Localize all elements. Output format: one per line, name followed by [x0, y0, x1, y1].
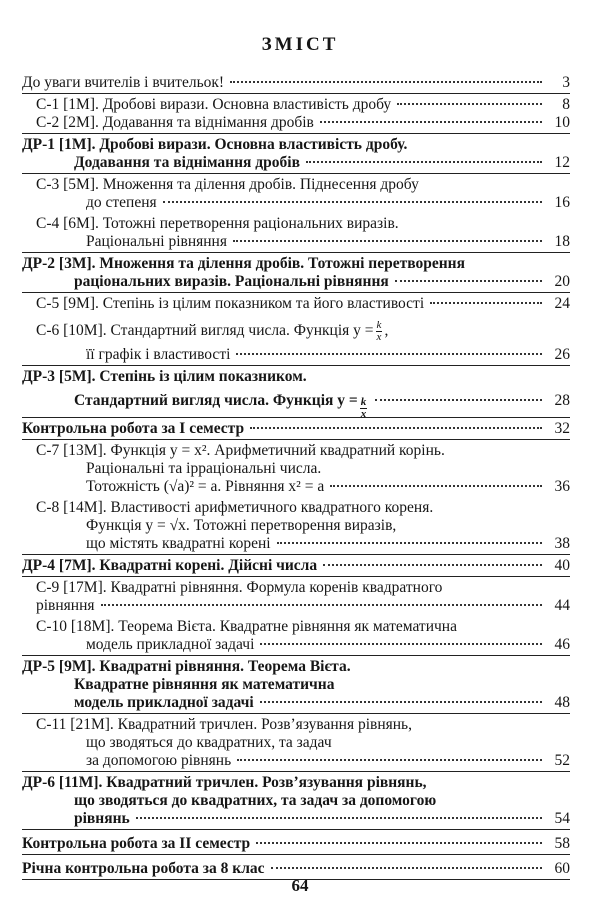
toc-page-number: 58: [554, 835, 570, 852]
toc-entry-text: рівнянь: [74, 810, 130, 827]
divider: [22, 173, 570, 174]
page-title: ЗМІСТ: [261, 34, 339, 55]
toc-entry-text: Раціональні рівняння: [86, 233, 227, 250]
divider: [22, 771, 570, 772]
toc-entry-text: Квадратне рівняння як математична: [74, 676, 335, 693]
toc-entry[interactable]: [22, 255, 570, 291]
toc-page-number: 48: [554, 694, 570, 711]
toc-entry-text: що зводяться до квадратних, та задач за допомогою: [74, 792, 437, 809]
page-number-footer: 64: [291, 876, 309, 895]
dot-leader: [271, 867, 542, 869]
toc-entry-text: ДР-3 [5М]. Степінь із цілим показником.: [22, 368, 307, 385]
dot-leader: [250, 427, 542, 429]
divider: [22, 554, 570, 555]
toc-page-number: 52: [554, 752, 570, 769]
dot-leader: [101, 604, 542, 606]
toc-entry[interactable]: [22, 835, 570, 853]
dot-leader: [323, 564, 542, 566]
divider: [22, 417, 570, 418]
toc-entry-text: модель прикладної задачі: [86, 636, 255, 653]
toc-entry[interactable]: [22, 716, 570, 770]
dot-leader: [163, 201, 542, 203]
toc-entry[interactable]: [22, 176, 570, 212]
toc-entry-text: що містять квадратні корені: [86, 535, 271, 552]
toc-entry[interactable]: [22, 557, 570, 575]
dot-leader: [136, 817, 542, 819]
toc-entry[interactable]: [22, 658, 570, 712]
toc-page-number: 46: [554, 636, 570, 653]
toc-entry-text: ДР-4 [7М]. Квадратні корені. Дійсні числа: [22, 557, 318, 574]
toc-entry[interactable]: [22, 136, 570, 172]
toc-entry-text: С-2 [2М]. Додавання та віднімання дробів: [36, 114, 314, 131]
toc-entry-text: С-9 [17М]. Квадратні рівняння. Формула коренів квадратного: [36, 579, 443, 596]
toc-entry-text: її графік і властивості: [86, 346, 231, 363]
dot-leader: [277, 542, 542, 544]
divider: [22, 854, 570, 855]
toc-page-number: 8: [562, 96, 570, 113]
toc-entry-text: ДР-1 [1М]. Дробові вирази. Основна властивість дробу.: [22, 136, 408, 153]
toc-page-number: 44: [554, 597, 570, 614]
toc-entry[interactable]: [22, 618, 570, 654]
toc-entry[interactable]: [22, 74, 570, 92]
dot-leader: [395, 280, 542, 282]
toc-entry-text: рівняння: [36, 597, 95, 614]
divider: [22, 292, 570, 293]
divider: [22, 439, 570, 440]
dot-leader: [330, 485, 542, 487]
toc-entry-text: до степеня: [86, 194, 157, 211]
toc-entry-text: Стандартний вигляд числа. Функція y =: [74, 392, 358, 409]
toc-entry-text: ДР-2 [3М]. Множення та ділення дробів. Тотожні перетворення: [22, 255, 465, 272]
toc-page-number: 32: [554, 420, 570, 437]
toc-entry[interactable]: [22, 499, 570, 553]
dot-leader: [256, 842, 542, 844]
toc-entry-text: С-7 [13М]. Функція y = x². Арифметичний квадратний корінь.: [36, 442, 445, 459]
toc-entry-text: До уваги вчителів і вчительок!: [22, 74, 225, 91]
toc-entry-text: С-1 [1М]. Дробові вирази. Основна властивість дробу: [36, 96, 392, 113]
toc-page-number: 60: [554, 860, 570, 877]
divider: [22, 576, 570, 577]
toc-entry[interactable]: [22, 774, 570, 828]
divider: [22, 365, 570, 366]
toc-page-number: 18: [554, 233, 570, 250]
toc-entry[interactable]: [22, 215, 570, 251]
toc-entry-text: що зводяться до квадратних, та задач: [86, 734, 332, 751]
toc-page-number: 16: [554, 194, 570, 211]
toc-page-number: 20: [554, 273, 570, 290]
toc-entry-text: за допомогою рівнянь: [86, 752, 232, 769]
toc-entry-text: раціональних виразів. Раціональні рівняння: [74, 273, 389, 290]
toc-entry-text: модель прикладної задачі: [74, 694, 254, 711]
toc-page-number: 40: [554, 557, 570, 574]
dot-leader: [430, 302, 542, 304]
dot-leader: [260, 701, 542, 703]
toc-page-number: 26: [554, 346, 570, 363]
toc-entry-text: Контрольна робота за I семестр: [22, 420, 245, 437]
toc-entry[interactable]: [22, 368, 570, 420]
toc-entry[interactable]: [22, 96, 570, 114]
toc-entry-text: С-5 [9М]. Степінь із цілим показником та його властивості: [36, 295, 425, 312]
dot-leader: [320, 121, 542, 123]
dot-leader: [233, 240, 542, 242]
toc-entry-text: Тотожність (√a)² = a. Рівняння x² = a: [86, 478, 325, 495]
dot-leader: [237, 759, 542, 761]
dot-leader: [397, 103, 542, 105]
toc-entry-text: Додавання та віднімання дробів: [74, 154, 300, 171]
dot-leader: [236, 353, 542, 355]
toc-entry-text: С-11 [21М]. Квадратний тричлен. Розв’язування рівнянь,: [36, 716, 412, 733]
divider: [22, 252, 570, 253]
dot-leader: [306, 161, 542, 163]
toc-page-number: 3: [562, 74, 570, 91]
toc-entry-text: С-10 [18М]. Теорема Вієта. Квадратне рівняння як математична: [36, 618, 457, 635]
toc-entry[interactable]: С-6 [10М]. Стандартний вигляд числа. Функція y = $\frac{k}{x}$ , її графік і властивості 26: [36, 318, 570, 363]
toc-entry-text: Раціональні та ірраціональні числа.: [86, 460, 322, 477]
toc-entry-text: ДР-5 [9М]. Квадратні рівняння. Теорема Вієта.: [22, 658, 351, 675]
toc-entry-text: Контрольна робота за II семестр: [22, 835, 251, 852]
toc-entry-text: Функція y = √x. Тотожні перетворення виразів,: [86, 517, 397, 534]
divider: [22, 829, 570, 830]
divider: [22, 133, 570, 134]
toc-entry[interactable]: [22, 442, 570, 496]
fraction-k-over-x: $\frac{k}{x}$: [376, 318, 382, 343]
toc-page-number: 36: [554, 478, 570, 495]
toc-entry-text: С-6 [10М]. Стандартний вигляд числа. Функція y =: [36, 322, 374, 339]
toc-entry-text: Річна контрольна робота за 8 клас: [22, 860, 265, 877]
fraction-k-over-x: $\frac{k}{x}$: [360, 396, 367, 420]
toc-entry-text: С-8 [14М]. Властивості арифметичного квадратного кореня.: [36, 499, 434, 516]
toc-entry[interactable]: [22, 295, 570, 313]
divider: [22, 655, 570, 656]
toc-page-number: 24: [554, 295, 570, 312]
toc-entry-text: ДР-6 [11М]. Квадратний тричлен. Розв’язування рівнянь,: [22, 774, 427, 791]
toc-page-number: 10: [554, 114, 570, 131]
toc-entry[interactable]: [22, 114, 570, 132]
toc-page-number: 38: [554, 535, 570, 552]
toc-page-number: 12: [554, 154, 570, 171]
dot-leader: [260, 643, 542, 645]
toc-entry-text: С-4 [6М]. Тотожні перетворення раціональних виразів.: [36, 215, 399, 232]
toc-entry[interactable]: [22, 420, 570, 438]
toc-entry-text: С-3 [5М]. Множення та ділення дробів. Піднесення дробу: [36, 176, 419, 193]
dot-leader: [375, 399, 542, 401]
toc-entry[interactable]: [22, 579, 570, 615]
divider: [22, 713, 570, 714]
table-of-contents: [22, 74, 570, 882]
divider: [22, 93, 570, 94]
dot-leader: [230, 81, 542, 83]
toc-page-number: 54: [554, 810, 570, 827]
toc-page-number: 28: [554, 392, 570, 409]
